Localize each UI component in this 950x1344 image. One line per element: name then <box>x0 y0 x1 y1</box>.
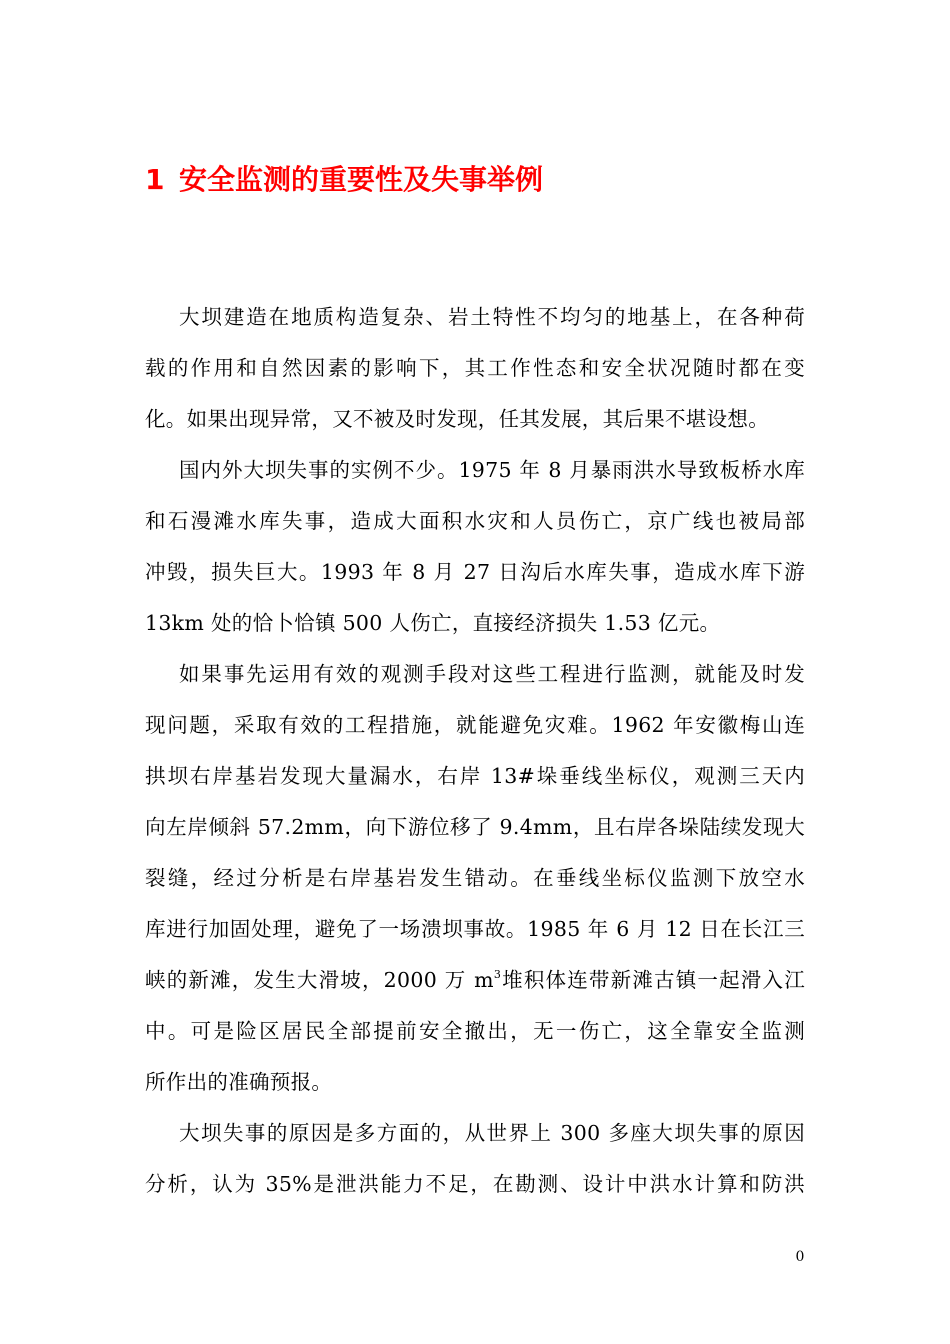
body-text <box>145 292 805 1210</box>
text-line: 国内外大坝失事的实例不少。1975 年 8 月暴雨洪水导致板桥水库 <box>179 458 805 482</box>
text-line: 大坝建造在地质构造复杂、岩土特性不均匀的地基上，在各种荷 <box>179 305 805 329</box>
text-line <box>145 955 805 1006</box>
paragraph <box>145 292 805 445</box>
text-line: 现问题，采取有效的工程措施，就能避免灾难。1962 年安徽梅山连 <box>145 713 805 737</box>
text-line: 如果事先运用有效的观测手段对这些工程进行监测，就能及时发 <box>179 662 805 686</box>
text-line: 拱坝右岸基岩发现大量漏水，右岸 13#垛垂线坐标仪，观测三天内 <box>145 764 805 788</box>
text-line: 大坝失事的原因是多方面的，从世界上 300 多座大坝失事的原因 <box>179 1121 805 1145</box>
text-line: 分析，认为 35%是泄洪能力不足，在勘测、设计中洪水计算和防洪 <box>145 1172 805 1196</box>
section-heading <box>145 160 845 200</box>
text-line: 库进行加固处理，避免了一场溃坝事故。1985 年 6 月 12 日在长江三 <box>145 917 805 941</box>
text-line: 向左岸倾斜 57.2mm，向下游位移了 9.4mm，且右岸各垛陆续发现大 <box>145 815 805 839</box>
section-number: 1 <box>145 163 165 196</box>
text-line: 中。可是险区居民全部提前安全撤出，无一伤亡，这全靠安全监测 <box>145 1019 805 1043</box>
text-line: 冲毁，损失巨大。1993 年 8 月 27 日沟后水库失事，造成水库下游 <box>145 560 805 584</box>
paragraph <box>145 1108 805 1210</box>
paragraph <box>145 445 805 649</box>
text-segment: 峡的新滩，发生大滑坡，2000 万 m <box>145 968 494 992</box>
text-line: 和石漫滩水库失事，造成大面积水灾和人员伤亡，京广线也被局部 <box>145 509 805 533</box>
text-segment: 堆积体连带新滩古镇一起滑入江 <box>501 968 806 992</box>
superscript: 3 <box>493 968 502 981</box>
text-line: 载的作用和自然因素的影响下，其工作性态和安全状况随时都在变 <box>145 356 805 380</box>
text-line: 化。如果出现异常，又不被及时发现，任其发展，其后果不堪设想。 <box>145 407 769 431</box>
section-title: 安全监测的重要性及失事举例 <box>179 163 544 196</box>
text-line: 裂缝，经过分析是右岸基岩发生错动。在垂线坐标仪监测下放空水 <box>145 866 805 890</box>
paragraph <box>145 649 805 1108</box>
text-line: 13km 处的恰卜恰镇 500 人伤亡，直接经济损失 1.53 亿元。 <box>145 611 721 635</box>
text-line: 所作出的准确预报。 <box>145 1070 333 1094</box>
page-number: 0 <box>795 1249 805 1265</box>
